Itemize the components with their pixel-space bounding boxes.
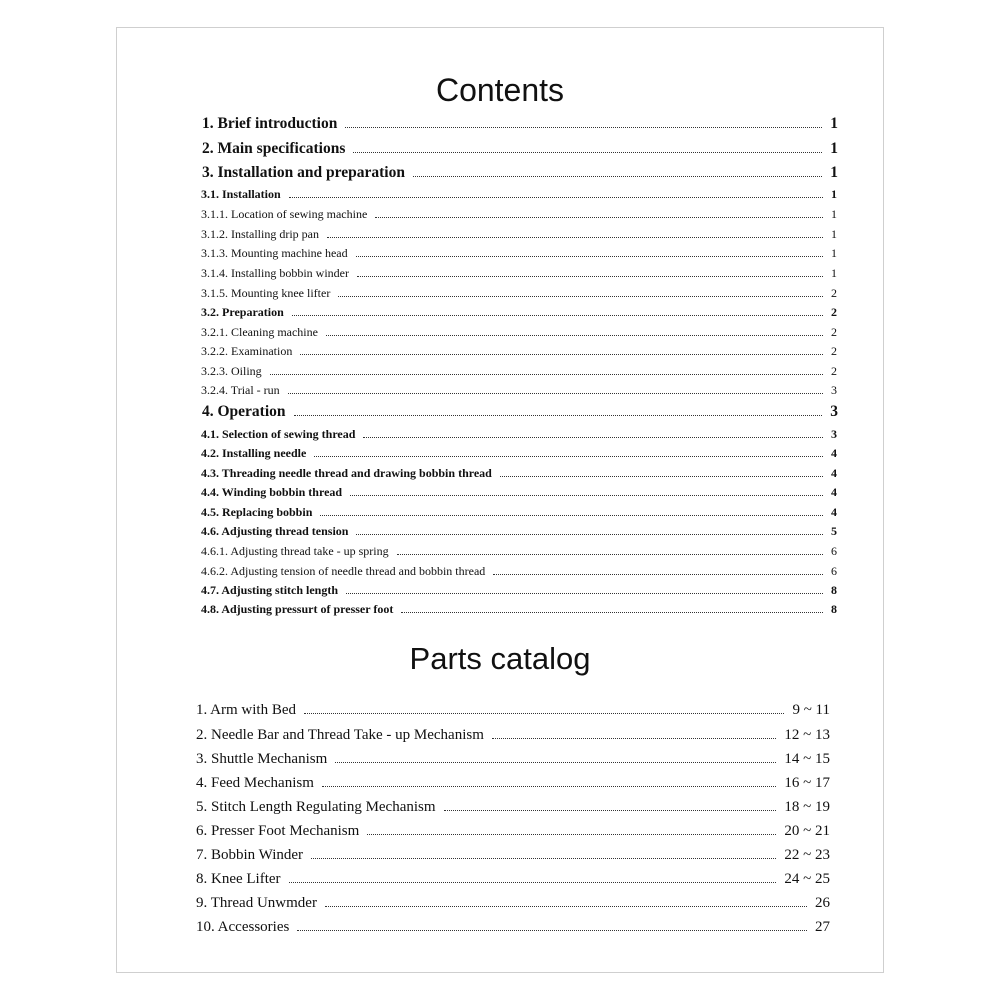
catalog-entry-label: 7. Bobbin Winder <box>196 847 304 863</box>
catalog-entry <box>196 871 830 888</box>
toc-entry-label: 3.1.1. Location of sewing machine <box>201 207 368 221</box>
toc-entry-label: 4.6.1. Adjusting thread take - up spring <box>201 544 389 558</box>
catalog-entry-pages: 24 ~ 25 <box>784 871 830 887</box>
toc-entry-label: 3. Installation and preparation <box>202 164 405 181</box>
catalog-entry <box>196 895 830 912</box>
catalog-entry <box>196 919 830 936</box>
catalog-entry-label: 8. Knee Lifter <box>196 871 281 887</box>
toc-entry-page: 2 <box>831 305 837 319</box>
catalog-entry-label: 5. Stitch Length Regulating Mechanism <box>196 799 436 815</box>
toc-entry-page: 4 <box>831 485 837 499</box>
toc-entry-page: 1 <box>831 187 837 201</box>
toc-entry-page: 6 <box>831 564 837 578</box>
toc-entry-page: 5 <box>831 524 837 538</box>
toc-entry-label: 1. Brief introduction <box>202 115 338 132</box>
toc-entry-label: 4.5. Replacing bobbin <box>201 505 313 519</box>
toc-entry-page: 1 <box>831 207 837 221</box>
catalog-entry-pages: 16 ~ 17 <box>784 775 830 791</box>
catalog-entry <box>196 799 830 816</box>
catalog-entry <box>196 775 830 792</box>
toc-entry-label: 3.1.3. Mounting machine head <box>201 246 348 260</box>
contents-title: Contents <box>435 72 565 108</box>
leader-dots <box>289 882 777 883</box>
toc-entry-label: 4.3. Threading needle thread and drawing bobbin thread <box>201 466 492 480</box>
toc-entry-page: 1 <box>830 115 838 132</box>
toc-entry-label: 4.6.2. Adjusting tension of needle thread and bobbin thread <box>201 564 486 578</box>
toc-entry-page: 1 <box>831 266 837 280</box>
toc-entry-label: 4.1. Selection of sewing thread <box>201 427 356 441</box>
toc-entry-label: 3.1.2. Installing drip pan <box>201 227 319 241</box>
toc-entry-page: 4 <box>831 505 837 519</box>
leader-dots <box>322 786 776 787</box>
catalog-entry-label: 2. Needle Bar and Thread Take - up Mechanism <box>196 727 484 743</box>
toc-entry-label: 3.2.1. Cleaning machine <box>201 325 318 339</box>
toc-entry-page: 6 <box>831 544 837 558</box>
toc-entry-label: 4.4. Winding bobbin thread <box>201 485 343 499</box>
catalog-entry-label: 3. Shuttle Mechanism <box>196 751 328 767</box>
catalog-entry-pages: 14 ~ 15 <box>784 751 830 767</box>
toc-entry-page: 1 <box>830 164 838 181</box>
toc-entry-page: 2 <box>831 364 837 378</box>
toc-entry-page: 8 <box>831 583 837 597</box>
toc-entry-page: 8 <box>831 602 837 616</box>
catalog-entry-pages: 22 ~ 23 <box>784 847 830 863</box>
leader-dots <box>311 858 776 859</box>
catalog-entry-label: 1. Arm with Bed <box>196 702 296 718</box>
catalog-entry <box>196 823 830 840</box>
toc-entry-page: 3 <box>830 403 838 420</box>
catalog-entry-label: 10. Accessories <box>196 919 290 935</box>
toc-entry-page: 2 <box>831 344 837 358</box>
leader-dots <box>335 762 776 763</box>
leader-dots <box>304 713 784 714</box>
toc-entry-label: 4.7. Adjusting stitch length <box>201 583 339 597</box>
catalog-entry-label: 6. Presser Foot Mechanism <box>196 823 360 839</box>
catalog-entry <box>196 847 830 864</box>
toc-entry-label: 3.1. Installation <box>201 187 281 201</box>
leader-dots <box>297 930 807 931</box>
toc-entry-label: 3.2. Preparation <box>201 305 284 319</box>
toc-entry-label: 4.2. Installing needle <box>201 446 307 460</box>
toc-entry-label: 4. Operation <box>202 403 286 420</box>
leader-dots <box>367 834 776 835</box>
leader-dots <box>325 906 807 907</box>
toc-entry-label: 2. Main specifications <box>202 140 346 157</box>
catalog-entry-pages: 18 ~ 19 <box>784 799 830 815</box>
toc-entry-page: 3 <box>831 383 837 397</box>
toc-entry-label: 3.2.2. Examination <box>201 344 293 358</box>
catalog-entry-pages: 9 ~ 11 <box>792 702 830 718</box>
toc-entry-page: 1 <box>830 140 838 157</box>
catalog-entry-pages: 12 ~ 13 <box>784 727 830 743</box>
toc-entry-page: 4 <box>831 446 837 460</box>
toc-entry-page: 4 <box>831 466 837 480</box>
toc-entry-label: 3.1.4. Installing bobbin winder <box>201 266 349 280</box>
catalog-entry <box>196 751 830 768</box>
toc-entry-label: 3.2.4. Trial - run <box>201 383 280 397</box>
toc-entry-label: 4.6. Adjusting thread tension <box>201 524 349 538</box>
toc-entry-label: 3.1.5. Mounting knee lifter <box>201 286 331 300</box>
leader-dots <box>492 738 776 739</box>
toc-entry-label: 3.2.3. Oiling <box>201 364 262 378</box>
catalog-entry-label: 4. Feed Mechanism <box>196 775 314 791</box>
catalog-entry-pages: 26 <box>815 895 830 911</box>
toc-entry-page: 1 <box>831 227 837 241</box>
parts-catalog-title: Parts catalog <box>409 641 591 676</box>
catalog-entry <box>196 702 830 719</box>
toc-entry-page: 2 <box>831 325 837 339</box>
toc-entry-page: 2 <box>831 286 837 300</box>
catalog-entry-pages: 20 ~ 21 <box>784 823 830 839</box>
catalog-entry-label: 9. Thread Unwmder <box>196 895 317 911</box>
leader-dots <box>444 810 777 811</box>
catalog-entry <box>196 727 830 744</box>
toc-entry-label: 4.8. Adjusting pressurt of presser foot <box>201 602 394 616</box>
catalog-entry-pages: 27 <box>815 919 830 935</box>
toc-entry-page: 1 <box>831 246 837 260</box>
toc-entry-page: 3 <box>831 427 837 441</box>
